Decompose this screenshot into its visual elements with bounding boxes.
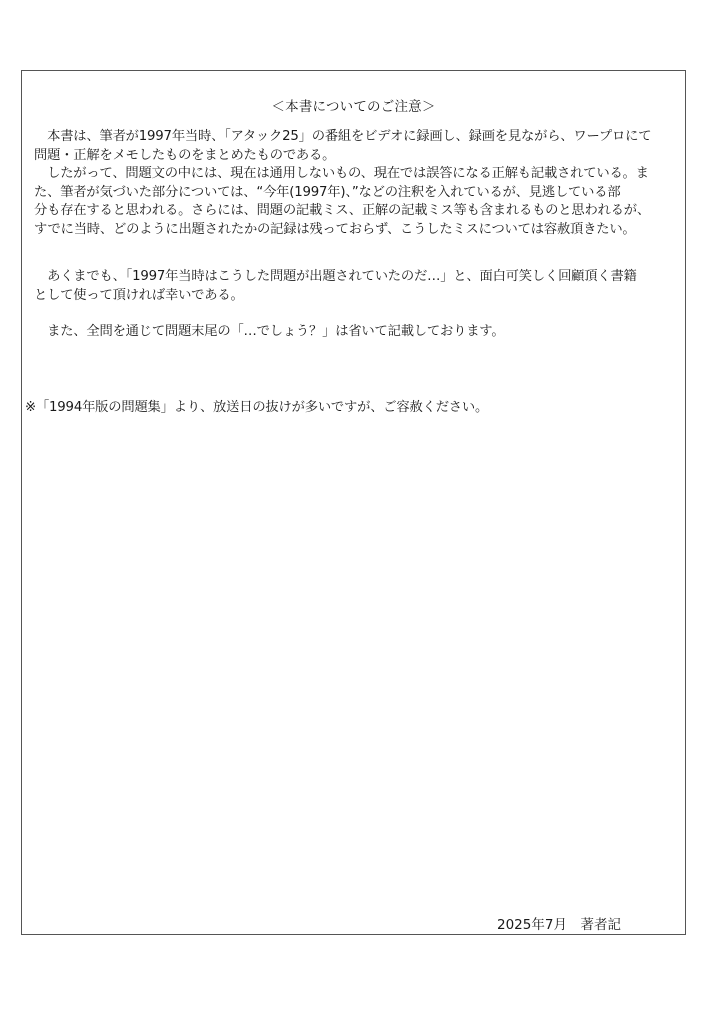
paragraph-omission-note bbox=[34, 323, 679, 342]
paragraph-line: た、筆者が気づいた部分については、“今年(1997年)、”などの注釈を入れているが、見逃している部 bbox=[34, 184, 621, 200]
footnote: ※「1994年版の問題集」より、放送日の抜けが多いですが、ご容赦ください。 bbox=[25, 400, 489, 415]
paragraph-intro bbox=[34, 128, 679, 239]
paragraph-line: すでに当時、どのように出題されたかの記録は残っておらず、こうしたミスについては容赦頂きたい。 bbox=[34, 221, 636, 237]
paragraph-line: また、全問を通じて問題末尾の「…でしょう？」は省いて記載しております。 bbox=[34, 324, 505, 339]
paragraph-line: あくまでも、「1997年当時はこうした問題が出題されていたのだ…」と、面白可笑しく回顧頂く書籍 bbox=[34, 269, 637, 284]
signature: 2025年7月 著者記 bbox=[497, 917, 621, 933]
paragraph-line: として使って頂ければ幸いである。 bbox=[34, 287, 244, 303]
notice-title: ＜本書についてのご注意＞ bbox=[271, 99, 436, 115]
paragraph-line: したがって、問題文の中には、現在は通用しないもの、現在では誤答になる正解も記載されている。ま bbox=[34, 166, 649, 181]
paragraph-line: 本書は、筆者が1997年当時、「アタック25」の番組をビデオに録画し、録画を見ながら、ワープロにて bbox=[34, 129, 652, 144]
page-frame bbox=[21, 70, 686, 935]
paragraph-line: 分も存在すると思われる。さらには、問題の記載ミス、正解の記載ミス等も含まれるものと思われるが、 bbox=[34, 203, 650, 218]
paragraph-purpose bbox=[34, 268, 679, 305]
paragraph-line: 問題・正解をメモしたものをまとめたものである。 bbox=[34, 147, 336, 163]
